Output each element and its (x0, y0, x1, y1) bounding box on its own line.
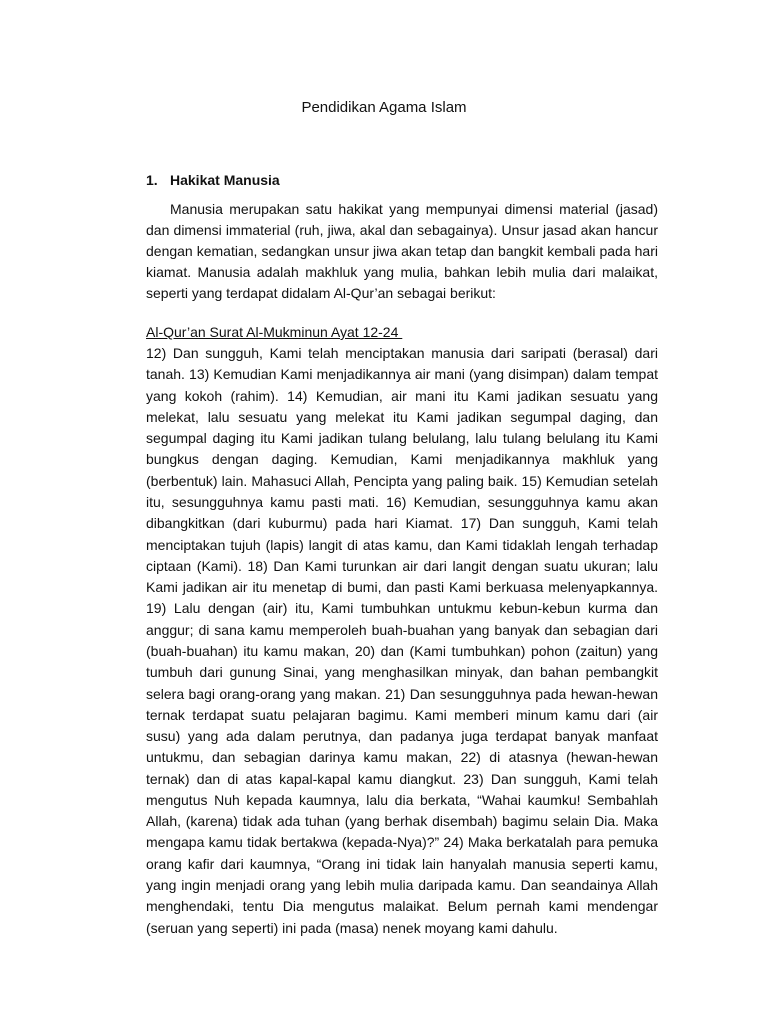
intro-paragraph: Manusia merupakan satu hakikat yang mempunyai dimensi material (jasad) dan dimensi immaterial (ruh, jiwa, akal dan sebagainya). Unsur jasad akan hancur dengan kematian, sedangkan unsur jiwa akan tetap dan bangkit kembali pada hari kiamat. Manusia adalah makhluk yang mulia, bahkan lebih mulia dari malaikat, seperti yang terdapat didalam Al-Qur’an sebagai berikut: (146, 201, 658, 301)
section-number: 1. (146, 172, 158, 188)
section-title: Hakikat Manusia (170, 172, 280, 188)
section-heading (146, 170, 658, 190)
verses-paragraph: 12) Dan sungguh, Kami telah menciptakan manusia dari saripati (berasal) dari tanah. 13) Kemudian Kami menjadikannya air mani (yang disimpan) dalam tempat yang kokoh (rahim). 14) Kemudian, air mani itu Kami jadikan sesuatu yang melekat, lalu sesuatu yang melekat itu Kami jadikan segumpal daging, dan segumpal daging itu Kami jadikan tulang belulang, lalu tulang belulang itu Kami bungkus dengan daging. Kemudian, Kami menjadikannya makhluk yang (berbentuk) lain. Mahasuci Allah, Pencipta yang paling baik. 15) Kemudian setelah itu, sesungguhnya kamu pasti mati. 16) Kemudian, sesungguhnya kamu akan dibangkitkan (dari kuburmu) pada hari Kiamat. 17) Dan sungguh, Kami telah menciptakan tujuh (lapis) langit di atas kamu, dan Kami tidaklah lengah terhadap ciptaan (Kami). 18) Dan Kami turunkan air dari langit dengan suatu ukuran; lalu Kami jadikan air itu menetap di bumi, dan pasti Kami berkuasa melenyapkannya. 19) Lalu dengan (air) itu, Kami tumbuhkan untukmu kebun-kebun kurma dan anggur; di sana kamu memperoleh buah-buahan yang banyak dan sebagian dari (buah-buahan) itu kamu makan, 20) dan (Kami tumbuhkan) pohon (zaitun) yang tumbuh dari gunung Sinai, yang menghasilkan minyak, dan bahan pembangkit selera bagi orang-orang yang makan. 21) Dan sesungguhnya pada hewan-hewan ternak terdapat suatu pelajaran bagimu. Kami memberi minum kamu dari (air susu) yang ada dalam perutnya, dan padanya juga terdapat banyak manfaat untukmu, dan sebagian darinya kamu makan, 22) di atasnya (hewan-hewan ternak) dan di atas kapal-kapal kamu diangkut. 23) Dan sungguh, Kami telah mengutus Nuh kepada kaumnya, lalu dia berkata, “Wahai kaumku! Sembahlah Allah, (karena) tidak ada tuhan (yang berhak disembah) bagimu selain Dia. Maka mengapa kamu tidak bertakwa (kepada-Nya)?” 24) Maka berkatalah para pemuka orang kafir dari kaumnya, “Orang ini tidak lain hanyalah manusia seperti kamu, yang ingin menjadi orang yang lebih mulia daripada kamu. Dan seandainya Allah menghendaki, tentu Dia mengutus malaikat. Belum pernah kami mendengar (seruan yang seperti) ini pada (masa) nenek moyang kami dahulu. (146, 345, 658, 936)
quran-reference-heading: Al-Qur’an Surat Al-Mukminun Ayat 12-24 (146, 324, 403, 340)
document-title: Pendidikan Agama Islam (301, 99, 467, 116)
